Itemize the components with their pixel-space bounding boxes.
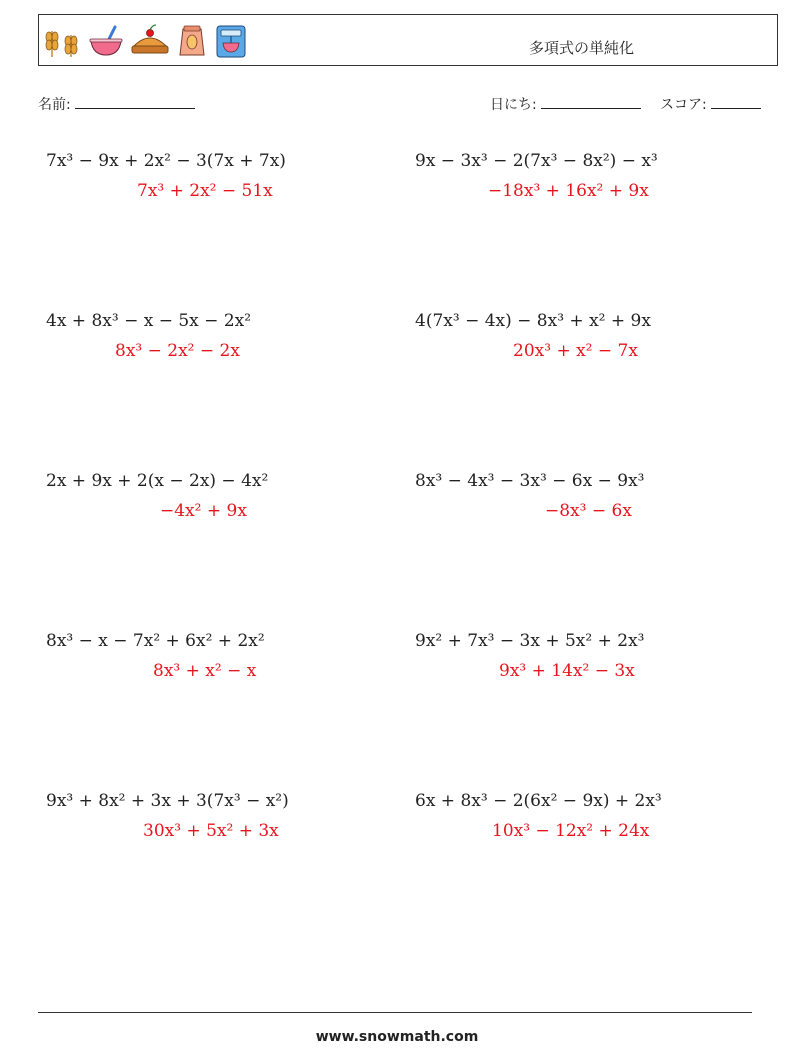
problem-answer: −8x³ − 6x xyxy=(545,501,632,521)
problem-answer: 9x³ + 14x² − 3x xyxy=(499,661,635,681)
problem-answer: 30x³ + 5x² + 3x xyxy=(143,821,279,841)
worksheet-header xyxy=(38,14,778,66)
date-field xyxy=(490,94,641,114)
date-blank-line[interactable] xyxy=(541,94,641,109)
problem-answer: 8x³ + x² − x xyxy=(153,661,257,681)
wheat-icon xyxy=(43,23,83,59)
name-field xyxy=(38,94,195,114)
problem-expression: 4(7x³ − 4x) − 8x³ + x² + 9x xyxy=(415,311,651,331)
score-field xyxy=(660,94,761,114)
score-label: スコア: xyxy=(660,97,707,113)
problem-expression: 8x³ − 4x³ − 3x³ − 6x − 9x³ xyxy=(415,471,645,491)
problem-expression: 2x + 9x + 2(x − 2x) − 4x² xyxy=(46,471,269,491)
flour-sack-icon xyxy=(175,23,209,59)
date-label: 日にち: xyxy=(490,97,537,113)
problem-answer: 8x³ − 2x² − 2x xyxy=(115,341,240,361)
problem-expression: 8x³ − x − 7x² + 6x² + 2x² xyxy=(46,631,265,651)
header-icons xyxy=(43,21,249,61)
stand-mixer-icon xyxy=(213,23,249,59)
name-label: 名前: xyxy=(38,97,71,113)
problem-answer: 10x³ − 12x² + 24x xyxy=(492,821,650,841)
problem-expression: 7x³ − 9x + 2x² − 3(7x + 7x) xyxy=(46,151,286,171)
footer-divider xyxy=(38,1012,752,1013)
worksheet-title: 多項式の単純化 xyxy=(529,39,635,57)
mixing-bowl-icon xyxy=(87,23,125,59)
problem-expression: 9x³ + 8x² + 3x + 3(7x³ − x²) xyxy=(46,791,289,811)
problem-answer: 20x³ + x² − 7x xyxy=(513,341,638,361)
pie-icon xyxy=(129,23,171,59)
footer-website[interactable]: www.snowmath.com xyxy=(315,1029,479,1045)
problem-expression: 9x − 3x³ − 2(7x³ − 8x²) − x³ xyxy=(415,151,658,171)
problem-expression: 6x + 8x³ − 2(6x² − 9x) + 2x³ xyxy=(415,791,662,811)
name-blank-line[interactable] xyxy=(75,94,195,109)
problem-answer: 7x³ + 2x² − 51x xyxy=(137,181,273,201)
score-blank-line[interactable] xyxy=(711,94,761,109)
problem-answer: −18x³ + 16x² + 9x xyxy=(488,181,649,201)
problem-expression: 9x² + 7x³ − 3x + 5x² + 2x³ xyxy=(415,631,645,651)
problem-expression: 4x + 8x³ − x − 5x − 2x² xyxy=(46,311,252,331)
problem-answer: −4x² + 9x xyxy=(160,501,247,521)
